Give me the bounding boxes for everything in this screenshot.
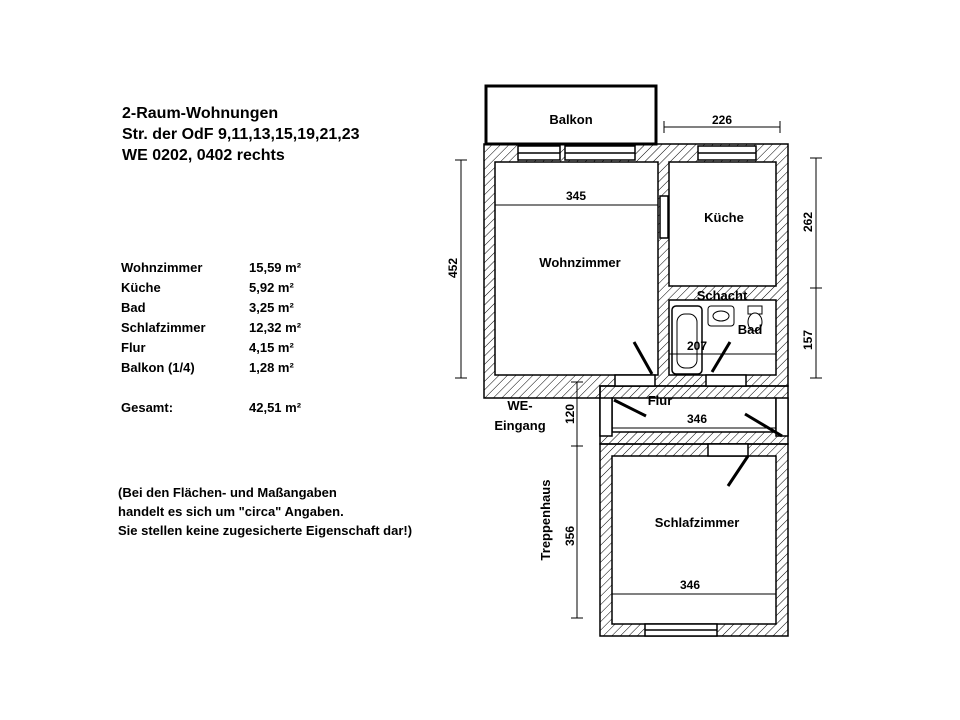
area-value: 15,59 m² xyxy=(249,259,302,275)
upper-walls xyxy=(484,144,788,398)
label-treppenhaus: Treppenhaus xyxy=(538,479,553,561)
room-label-balkon: Balkon xyxy=(549,112,593,127)
dim-bad-width: 207 xyxy=(686,339,708,353)
dim-balkon-width: 226 xyxy=(711,113,733,127)
dim-wohnzimmer-width: 345 xyxy=(565,189,587,203)
dim-schlafzimmer-depth: 356 xyxy=(563,525,577,547)
area-value: 12,32 m² xyxy=(249,319,302,335)
area-value: 4,15 m² xyxy=(249,339,294,355)
room-label-flur: Flur xyxy=(647,393,673,408)
room-label-schacht: Schacht xyxy=(696,288,748,303)
dim-flur-width: 346 xyxy=(686,412,708,426)
disclaimer-line: handelt es sich um "circa" Angaben. xyxy=(118,504,344,519)
room-label-wohnzimmer: Wohnzimmer xyxy=(539,255,621,270)
area-name: Balkon (1/4) xyxy=(121,359,195,375)
dim-kueche-depth: 262 xyxy=(801,211,815,233)
area-name: Küche xyxy=(121,279,161,295)
area-name: Flur xyxy=(121,339,146,355)
area-value: 5,92 m² xyxy=(249,279,294,295)
washbasin-icon xyxy=(708,306,734,326)
title-street: Str. der OdF 9,11,13,15,19,21,23 xyxy=(122,126,360,143)
area-value: 3,25 m² xyxy=(249,299,294,315)
dim-schlafzimmer-width: 346 xyxy=(679,578,701,592)
area-value: 1,28 m² xyxy=(249,359,294,375)
area-name: Bad xyxy=(121,299,146,315)
room-label-schlafzimmer: Schlafzimmer xyxy=(654,515,740,530)
title-unit-numbers: WE 0202, 0402 rechts xyxy=(122,147,285,164)
area-name: Wohnzimmer xyxy=(121,259,203,275)
exterior-dim-lines xyxy=(455,121,822,618)
disclaimer-line: (Bei den Flächen- und Maßangaben xyxy=(118,485,337,500)
bedroom-walls xyxy=(600,444,788,636)
room-label-bad: Bad xyxy=(737,322,763,337)
label-we-eingang-line1: WE- xyxy=(507,398,533,413)
title-apartment-type: 2-Raum-Wohnungen xyxy=(122,105,279,122)
dim-flur-depth: 120 xyxy=(563,403,577,425)
room-label-kueche: Küche xyxy=(704,210,744,225)
disclaimer-line: Sie stellen keine zugesicherte Eigenschaft dar!) xyxy=(118,523,413,538)
area-name: Schlafzimmer xyxy=(121,319,206,335)
dim-bad-depth: 157 xyxy=(801,329,815,351)
total-value: 42,51 m² xyxy=(249,399,302,415)
label-we-eingang-line2: Eingang xyxy=(494,418,546,433)
total-label: Gesamt: xyxy=(121,399,174,415)
dim-wohnzimmer-depth: 452 xyxy=(446,257,460,279)
